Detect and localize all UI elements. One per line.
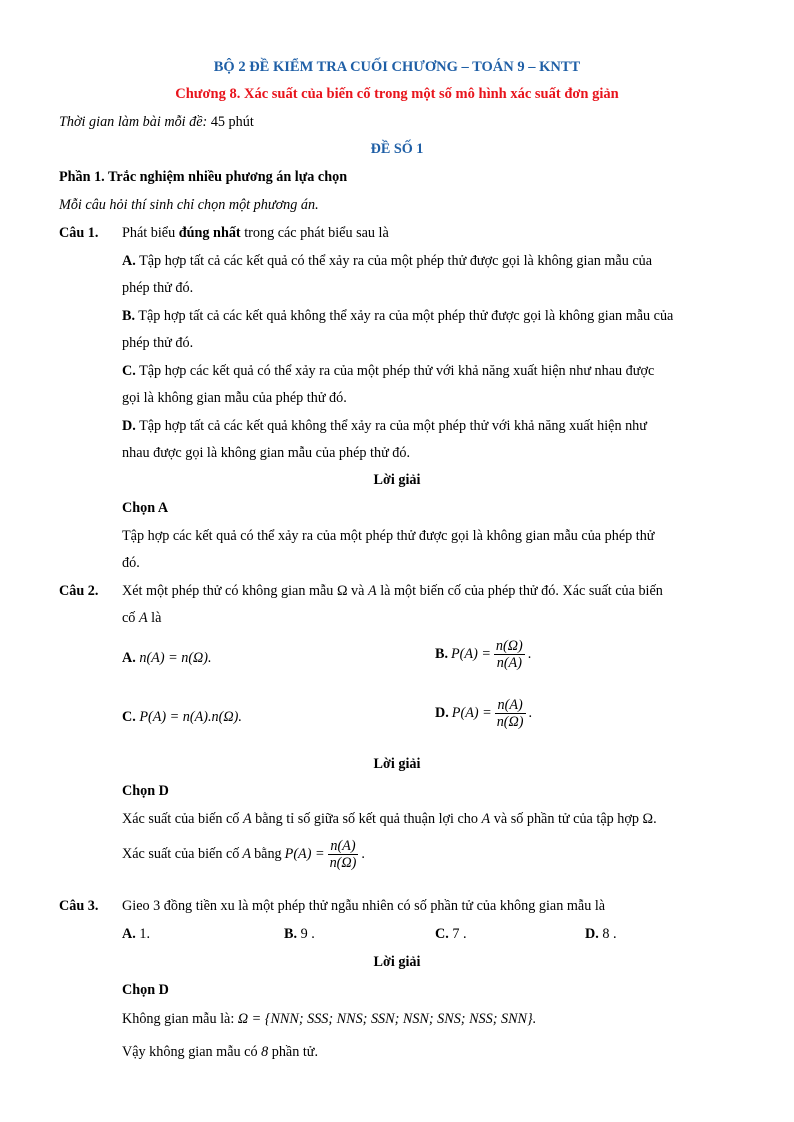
q2-solution-heading: Lời giải bbox=[373, 756, 421, 772]
q2-explanation-line1 bbox=[122, 811, 657, 828]
formula-lhs: P(A) = bbox=[451, 646, 491, 663]
option-formula: n(A) = n(Ω). bbox=[139, 650, 212, 666]
explain-text: và số phần tử của tập hợp bbox=[490, 811, 643, 827]
q1-option-c-line1 bbox=[122, 363, 654, 380]
time-limit bbox=[59, 114, 254, 131]
option-value: 1. bbox=[135, 926, 150, 942]
option-label: B. bbox=[435, 646, 449, 663]
option-formula: P(A) = n(A).n(Ω). bbox=[139, 709, 242, 725]
q2-option-a bbox=[122, 650, 212, 667]
option-label: C. bbox=[122, 709, 136, 725]
option-label: A. bbox=[122, 926, 136, 942]
q1-option-a-line1 bbox=[122, 253, 652, 270]
fraction-denominator: n(A) bbox=[494, 654, 525, 671]
part-instruction: Mỗi câu hỏi thí sinh chỉ chọn một phương án. bbox=[59, 197, 319, 213]
variable-a: A bbox=[242, 811, 252, 827]
option-label: B. bbox=[122, 308, 136, 324]
q2-explanation-line2 bbox=[122, 838, 365, 872]
q3-option-a bbox=[122, 926, 150, 943]
explain-text: . bbox=[653, 811, 657, 827]
q1-option-b-line2: phép thử đó. bbox=[122, 335, 194, 351]
q2-option-c bbox=[122, 709, 242, 726]
stem-emphasis: đúng nhất bbox=[178, 225, 241, 241]
document-title: BỘ 2 ĐỀ KIỂM TRA CUỐI CHƯƠNG – TOÁN 9 – KNTT bbox=[213, 59, 581, 75]
explain-text: Xác suất của biến cố bbox=[122, 811, 243, 827]
count-value: 8 bbox=[261, 1044, 269, 1060]
fraction bbox=[495, 697, 526, 731]
option-label: B. bbox=[284, 926, 298, 942]
variable-a: A bbox=[138, 610, 148, 626]
stem-text: trong các phát biểu sau là bbox=[240, 225, 389, 241]
fraction-numerator: n(A) bbox=[497, 697, 523, 713]
explain-text: bằng tỉ số giữa số kết quả thuận lợi cho bbox=[251, 811, 482, 827]
fraction-numerator: n(A) bbox=[330, 838, 356, 854]
q1-explanation-line2: đó. bbox=[122, 555, 140, 571]
q2-option-b bbox=[435, 638, 531, 672]
q1-option-b-line1 bbox=[122, 308, 673, 325]
q3-answer: Chọn D bbox=[122, 982, 169, 998]
fraction-denominator: n(Ω) bbox=[329, 855, 357, 872]
period: . bbox=[527, 646, 532, 663]
question-1-label: Câu 1. bbox=[59, 225, 99, 241]
q3-option-b bbox=[284, 926, 315, 943]
q3-option-d bbox=[585, 926, 617, 943]
variable-a: A bbox=[368, 583, 377, 599]
explain-text: Không gian mẫu là: bbox=[122, 1011, 238, 1027]
question-2-stem-line1 bbox=[122, 583, 663, 600]
variable-a: A bbox=[242, 846, 252, 863]
option-label: C. bbox=[122, 363, 136, 379]
formula-lhs: P(A) = bbox=[284, 846, 325, 863]
explain-text: Vậy không gian mẫu có bbox=[122, 1044, 262, 1060]
stem-text: cố bbox=[122, 610, 139, 626]
option-text: Tập hợp tất cả các kết quả có thể xảy ra của một phép thử được gọi là không gian mẫu của bbox=[135, 253, 653, 269]
q1-answer: Chọn A bbox=[122, 500, 169, 516]
q2-option-d bbox=[435, 697, 532, 731]
q3-explanation-line2 bbox=[122, 1044, 318, 1061]
option-label: C. bbox=[435, 926, 449, 942]
omega-symbol: Ω bbox=[336, 583, 348, 599]
stem-text: là một biến cố của phép thử đó. Xác suất của biến bbox=[376, 583, 663, 599]
option-label: A. bbox=[122, 253, 136, 269]
formula-lhs: P(A) = bbox=[451, 705, 492, 722]
explain-text: Xác suất của biến cố bbox=[122, 846, 240, 863]
option-text: Tập hợp tất cả các kết quả không thể xảy ra của một phép thử với khả năng xuất hiện như bbox=[135, 418, 647, 434]
q3-explanation-line1 bbox=[122, 1011, 536, 1028]
option-value: 7 . bbox=[448, 926, 467, 942]
option-text: Tập hợp tất cả các kết quả không thể xảy ra của một phép thử được gọi là không gian mẫu của bbox=[135, 308, 674, 324]
question-3-stem: Gieo 3 đồng tiền xu là một phép thử ngẫu nhiên có số phần tử của không gian mẫu là bbox=[122, 898, 606, 914]
option-value: 8 . bbox=[598, 926, 617, 942]
question-2-label: Câu 2. bbox=[59, 583, 99, 599]
option-label: D. bbox=[585, 926, 599, 942]
document-subtitle: Chương 8. Xác suất của biến cố trong một số mô hình xác suất đơn giản bbox=[175, 86, 619, 102]
period: . bbox=[528, 705, 533, 722]
stem-text: là bbox=[147, 610, 162, 626]
option-label: A. bbox=[122, 650, 136, 666]
stem-text: và bbox=[347, 583, 368, 599]
time-label: Thời gian làm bài mỗi đề: bbox=[59, 114, 208, 130]
q2-answer: Chọn D bbox=[122, 783, 169, 799]
q3-option-c bbox=[435, 926, 467, 943]
time-value: 45 phút bbox=[207, 114, 254, 130]
part-heading: Phần 1. Trắc nghiệm nhiều phương án lựa chọn bbox=[59, 169, 348, 185]
explain-text: bằng bbox=[254, 846, 282, 863]
fraction bbox=[328, 838, 359, 872]
q1-option-d-line2: nhau được gọi là không gian mẫu của phép thử đó. bbox=[122, 445, 411, 461]
option-label: D. bbox=[122, 418, 136, 434]
stem-text: Xét một phép thử có không gian mẫu bbox=[122, 583, 337, 599]
question-1-stem bbox=[122, 225, 389, 242]
q1-option-c-line2: gọi là không gian mẫu của phép thử đó. bbox=[122, 390, 347, 406]
option-label: D. bbox=[435, 705, 449, 722]
explain-text: phần tử. bbox=[268, 1044, 319, 1060]
q1-explanation-line1: Tập hợp các kết quả có thể xảy ra của một phép thử được gọi là không gian mẫu của phép thử bbox=[122, 528, 655, 544]
fraction bbox=[494, 638, 525, 672]
fraction-numerator: n(Ω) bbox=[495, 638, 523, 654]
question-3-label: Câu 3. bbox=[59, 898, 99, 914]
period: . bbox=[361, 846, 365, 863]
option-text: Tập hợp các kết quả có thể xảy ra của một phép thử với khả năng xuất hiện như nhau được bbox=[135, 363, 655, 379]
option-value: 9 . bbox=[297, 926, 315, 942]
sample-space-formula: Ω = {NNN; SSS; NNS; SSN; NSN; SNS; NSS; SNN}. bbox=[237, 1011, 537, 1027]
omega-symbol: Ω bbox=[642, 811, 654, 827]
fraction-denominator: n(Ω) bbox=[496, 714, 524, 731]
q1-option-d-line1 bbox=[122, 418, 647, 435]
variable-a: A bbox=[481, 811, 491, 827]
question-2-stem-line2 bbox=[122, 610, 161, 627]
stem-text: Phát biểu bbox=[122, 225, 179, 241]
q1-solution-heading: Lời giải bbox=[373, 472, 421, 488]
exam-number: ĐỀ SỐ 1 bbox=[370, 141, 424, 157]
q1-option-a-line2: phép thử đó. bbox=[122, 280, 194, 296]
q3-solution-heading: Lời giải bbox=[373, 954, 421, 970]
